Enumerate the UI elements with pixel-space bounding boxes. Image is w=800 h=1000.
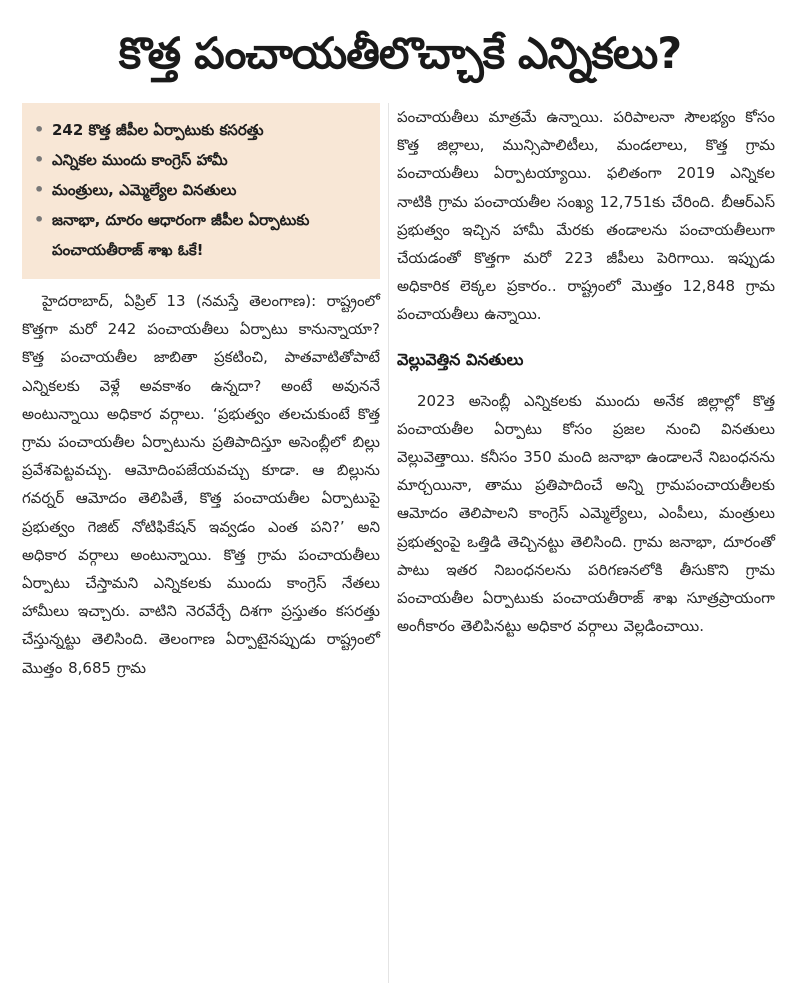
article-paragraph: హైదరాబాద్, ఏప్రిల్ 13 (నమస్తే తెలంగాణ): రాష్ట్రంలో కొత్తగా మరో 242 పంచాయతీలు ఏర్పాటు కానున్నాయా? కొత్త పంచాయతీల జాబితా ప్రకటించి, పాతవాటితోపాటే ఎన్నికలకు వెళ్లే అవకాశం ఉన్నదా? అంటే అవుననే అంటున్నాయి అధికార వర్గాలు. ‘ప్రభుత్వం తలచుకుంటే కొత్త గ్రామ పంచాయతీల ఏర్పాటును ప్రతిపాదిస్తూ అసెంబ్లీలో బిల్లు ప్రవేశపెట్టవచ్చు. ఆమోదింపజేయవచ్చు కూడా. ఆ బిల్లును గవర్నర్ ఆమోదం తెలిపితే, కొత్త పంచాయతీల ఏర్పాటుపై ప్రభుత్వం గెజిట్ నోటిఫికేషన్ ఇవ్వడం ఎంత పని?’ అని అధికార వర్గాలు అంటున్నాయి. కొత్త గ్రామ పంచాయతీలు ఏర్పాటు చేస్తామని ఎన్నికలకు ముందు కాంగ్రెస్ నేతలు హామీలు ఇచ్చారు. వాటిని నెరవేర్చే దిశగా ప్రస్తుతం కసరత్తు చేస్తున్నట్టు తెలిసింది. తెలంగాణ ఏర్పాటైనప్పుడు రాష్ట్రంలో మొత్తం 8,685 గ్రామ xyxy=(22,292,380,677)
headline: కొత్త పంచాయతీలొచ్చాకే ఎన్నికలు? xyxy=(118,29,682,79)
bullet-icon: • xyxy=(34,180,45,199)
highlight-text: 242 కొత్త జీపీల ఏర్పాటుకు కసరత్తు xyxy=(52,121,264,139)
highlight-text: ఎన్నికల ముందు కాంగ్రెస్ హామీ xyxy=(52,151,228,169)
bullet-icon: • xyxy=(34,120,45,139)
highlight-item xyxy=(30,145,374,175)
highlight-text: జనాభా, దూరం ఆధారంగా జీపీల ఏర్పాటుకు పంచాయతీరాజ్ శాఖ ఓకే! xyxy=(52,211,310,259)
highlight-item xyxy=(30,205,374,265)
right-column xyxy=(397,103,775,640)
left-column xyxy=(22,103,380,682)
bullet-icon: • xyxy=(34,150,45,169)
section-subheading: వెల్లువెత్తిన వినతులు xyxy=(397,349,524,369)
highlight-text: మంత్రులు, ఎమ్మెల్యేల వినతులు xyxy=(52,181,237,199)
highlight-item xyxy=(30,115,374,145)
bullet-icon: • xyxy=(34,210,45,229)
column-divider xyxy=(388,103,389,983)
article-paragraph: 2023 అసెంబ్లీ ఎన్నికలకు ముందు అనేక జిల్లాల్లో కొత్త పంచాయతీల ఏర్పాటు కోసం ప్రజల నుంచి వినతులు వెల్లువెత్తాయి. కనీసం 350 మంది జనాభా ఉండాలనే నిబంధనను మార్చయినా, తాము ప్రతిపాదించే అన్ని గ్రామపంచాయతీలకు ఆమోదం తెలిపాలని కాంగ్రెస్ ఎమ్మెల్యేలు, ఎంపీలు, మంత్రులు ప్రభుత్వంపై ఒత్తిడి తెచ్చినట్టు తెలిసింది. గ్రామ జనాభా, దూరంతో పాటు ఇతర నిబంధనలను పరిగణనలోకి తీసుకొని గ్రామ పంచాయతీల ఏర్పాటుకు పంచాయతీరాజ్ శాఖ సూత్రప్రాయంగా అంగీకారం తెలిపినట్టు అధికార వర్గాలు వెల్లడించాయి. xyxy=(397,391,775,636)
highlights-box xyxy=(22,103,380,279)
article-paragraph: పంచాయతీలు మాత్రమే ఉన్నాయి. పరిపాలనా సౌలభ్యం కోసం కొత్త జిల్లాలు, మున్సిపాలిటీలు, మండలాలు, కొత్త గ్రామ పంచాయతీలు ఏర్పాటయ్యాయి. ఫలితంగా 2019 ఎన్నికల నాటికి గ్రామ పంచాయతీల సంఖ్య 12,751కు చేరింది. బీఆర్ఎస్ ప్రభుత్వం ఇచ్చిన హామీ మేరకు తండాలను పంచాయతీలుగా చేయడంతో కొత్తగా మరో 223 జీపీలు పెరిగాయి. ఇప్పుడు అధికారిక లెక్కల ప్రకారం.. రాష్ట్రంలో మొత్తం 12,848 గ్రామ పంచాయతీలు ఉన్నాయి. xyxy=(397,108,775,324)
highlight-item xyxy=(30,175,374,205)
